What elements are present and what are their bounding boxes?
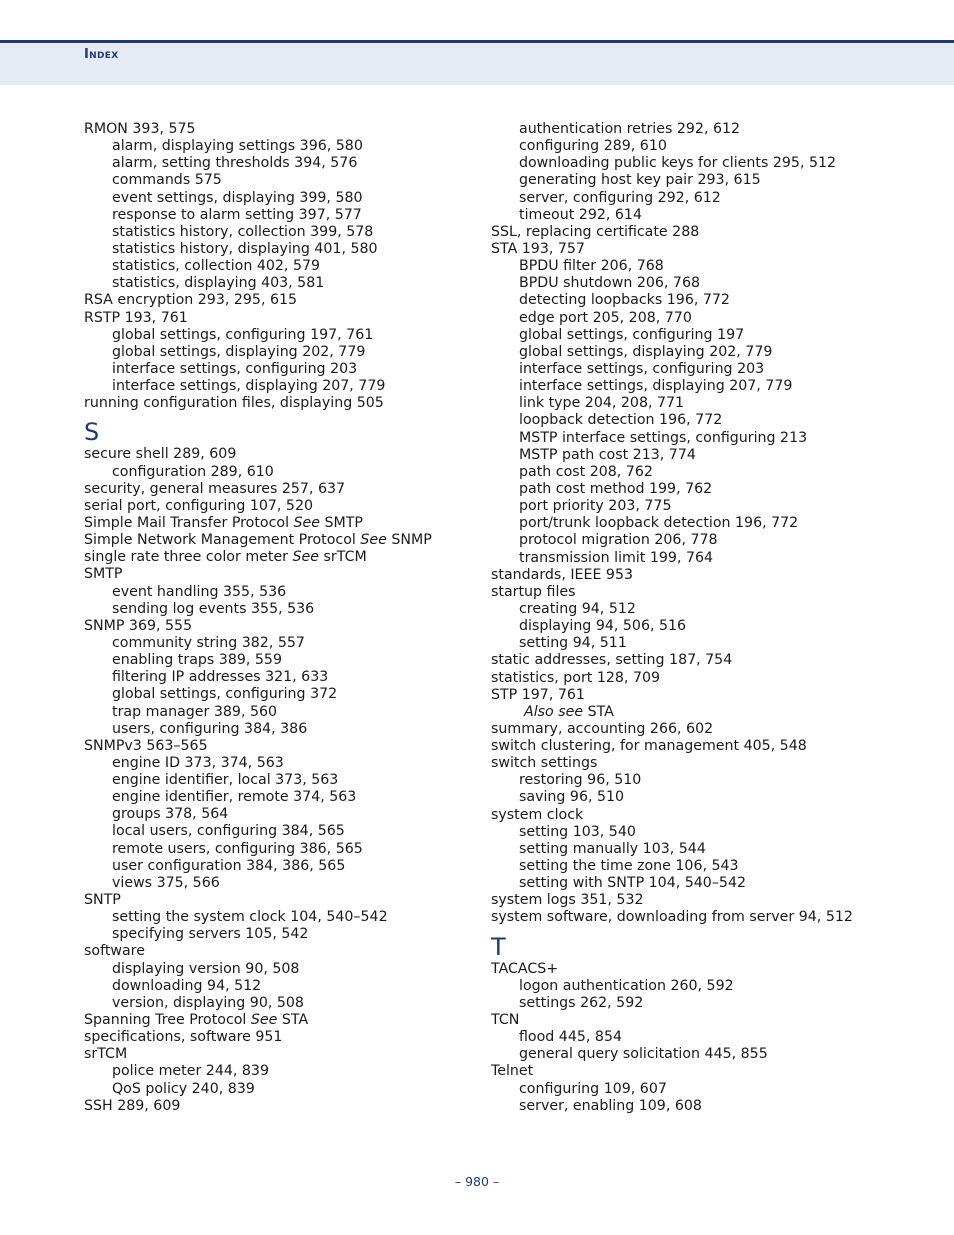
entry-text: SNTP [84,892,121,909]
page-number: – 980 – [454,1174,500,1189]
index-subentry [84,464,484,481]
entry-text: path cost method 199, 762 [519,480,713,497]
entry-text: sending log events 355, 536 [112,600,315,617]
index-letter-heading: T [491,932,506,961]
see-reference-label: Also see [524,703,584,720]
index-subentry [84,926,484,943]
entry-text: summary, accounting 266, 602 [491,720,714,737]
entry-text: police meter 244, 839 [112,1063,269,1080]
index-entry [491,241,891,258]
index-subentry [84,978,484,995]
index-entry [491,567,891,584]
index-subentry [491,841,891,858]
index-subentry [491,1098,891,1115]
entry-text: TCN [491,1012,520,1029]
index-entry [84,1029,484,1046]
entry-text: path cost 208, 762 [519,463,653,480]
entry-text: running configuration files, displaying 505 [84,395,384,412]
index-entry [84,481,484,498]
index-subentry [491,1046,891,1063]
index-subentry [491,207,891,224]
index-subentry [84,275,484,292]
index-subentry [84,652,484,669]
index-subentry [84,361,484,378]
entry-text: statistics history, collection 399, 578 [112,223,374,240]
index-entry [84,1098,484,1115]
entry-text: security, general measures 257, 637 [84,480,346,497]
entry-text: Spanning Tree Protocol [84,1012,247,1029]
entry-text: serial port, configuring 107, 520 [84,497,314,514]
see-reference-label: See [360,532,387,549]
index-subentry [84,172,484,189]
see-reference-label: See [292,549,319,566]
entry-text: configuring 289, 610 [519,138,667,155]
entry-text: trap manager 389, 560 [112,703,278,720]
index-subentry [491,138,891,155]
entry-text: timeout 292, 614 [519,206,642,223]
entry-text: Simple Network Management Protocol [84,532,356,549]
index-subentry [491,515,891,532]
index-entry [491,584,891,601]
index-subentry [84,858,484,875]
index-subentry [491,121,891,138]
index-subentry [84,344,484,361]
see-reference-label: See [250,1012,278,1029]
index-subentry [84,258,484,275]
entry-text: interface settings, displaying 207, 779 [112,378,386,395]
index-subentry [84,823,484,840]
entry-text: RSTP 193, 761 [84,309,188,326]
entry-text: RMON 393, 575 [84,121,196,137]
index-subentry [491,430,891,447]
index-subentry [491,310,891,327]
entry-text: setting the system clock 104, 540–542 [112,909,388,926]
index-subentry [84,190,484,207]
entry-text: creating 94, 512 [519,600,636,617]
index-subentry [84,378,484,395]
entry-text: server, configuring 292, 612 [519,189,721,206]
index-entry [491,652,891,669]
index-entry [84,310,484,327]
index-subentry [84,961,484,978]
index-entry [491,670,891,687]
index-subentry [84,635,484,652]
index-entry [84,292,484,309]
index-entry [491,755,891,772]
see-reference-target: SNMP [391,532,432,549]
entry-text: interface settings, displaying 207, 779 [519,378,793,395]
index-entry [84,446,484,463]
entry-text: specifying servers 105, 542 [112,926,309,943]
see-reference-target: SMTP [324,514,363,531]
entry-text: switch clustering, for management 405, 548 [491,738,807,755]
index-subentry [491,395,891,412]
entry-text: server, enabling 109, 608 [519,1097,702,1114]
entry-text: users, configuring 384, 386 [112,720,308,737]
index-column-right [491,121,891,1115]
entry-text: BPDU filter 206, 768 [519,258,664,275]
index-subentry [491,978,891,995]
index-subentry [84,224,484,241]
index-subentry [491,344,891,361]
entry-text: transmission limit 199, 764 [519,549,714,566]
index-subentry [491,275,891,292]
entry-text: global settings, configuring 197 [519,326,745,343]
index-subentry [491,292,891,309]
entry-text: port/trunk loopback detection 196, 772 [519,515,799,532]
index-entry [491,721,891,738]
entry-text: community string 382, 557 [112,634,305,651]
header-band [0,43,954,85]
entry-text: setting manually 103, 544 [519,840,706,857]
see-reference-target: STA [587,703,614,720]
index-subentry [84,772,484,789]
index-subentry [491,635,891,652]
entry-text: system logs 351, 532 [491,892,644,909]
entry-text: RSA encryption 293, 295, 615 [84,292,298,309]
entry-text: interface settings, configuring 203 [112,360,358,377]
entry-text: SNMP 369, 555 [84,617,193,634]
entry-text: commands 575 [112,172,222,189]
index-subentry [491,532,891,549]
index-subentry [491,258,891,275]
entry-text: global settings, configuring 197, 761 [112,326,374,343]
index-subentry [491,155,891,172]
entry-text: global settings, configuring 372 [112,686,338,703]
index-letter-heading: S [84,418,100,447]
index-subentry [84,789,484,806]
entry-text: link type 204, 208, 771 [519,395,685,412]
index-subentry [491,378,891,395]
index-subentry [84,138,484,155]
index-subentry [491,858,891,875]
entry-text: event settings, displaying 399, 580 [112,189,363,206]
entry-text: system software, downloading from server 94, 512 [491,909,853,926]
entry-text: system clock [491,806,584,823]
entry-text: authentication retries 292, 612 [519,121,741,137]
index-subentry [84,704,484,721]
entry-text: QoS policy 240, 839 [112,1080,255,1097]
entry-text: edge port 205, 208, 770 [519,309,692,326]
page-title: Index [84,47,119,62]
entry-text: BPDU shutdown 206, 768 [519,275,701,292]
entry-text: SNMPv3 563–565 [84,737,208,754]
entry-text: loopback detection 196, 772 [519,412,723,429]
index-entry [84,549,484,566]
entry-text: displaying version 90, 508 [112,960,300,977]
index-subentry [491,995,891,1012]
index-subentry [84,686,484,703]
index-subentry [84,327,484,344]
entry-text: generating host key pair 293, 615 [519,172,761,189]
entry-text: alarm, displaying settings 396, 580 [112,138,363,155]
entry-text: response to alarm setting 397, 577 [112,206,362,223]
entry-text: single rate three color meter [84,549,289,566]
index-subentry [491,412,891,429]
index-subentry [84,1081,484,1098]
index-subentry [84,584,484,601]
index-subentry [491,601,891,618]
entry-text: srTCM [84,1046,128,1063]
index-subentry [84,155,484,172]
entry-text: views 375, 566 [112,874,220,891]
entry-text: engine identifier, remote 374, 563 [112,789,357,806]
index-subentry [84,669,484,686]
entry-text: downloading public keys for clients 295, 512 [519,155,837,172]
entry-text: restoring 96, 510 [519,772,642,789]
index-subentry [84,241,484,258]
entry-text: SMTP [84,566,123,583]
see-reference-label: See [293,514,320,531]
entry-text: Simple Mail Transfer Protocol [84,514,290,531]
index-subentry [491,789,891,806]
index-subentry [491,172,891,189]
entry-text: global settings, displaying 202, 779 [112,343,366,360]
entry-text: statistics, collection 402, 579 [112,258,321,275]
entry-text: global settings, displaying 202, 779 [519,343,773,360]
entry-text: SSH 289, 609 [84,1097,181,1114]
index-entry [491,807,891,824]
index-subentry [84,995,484,1012]
index-column-left [84,121,484,1115]
index-subentry [491,447,891,464]
index-entry [491,909,891,926]
index-subentry [491,824,891,841]
index-entry [491,961,891,978]
index-entry [84,1012,484,1029]
index-entry [84,515,484,532]
entry-text: SSL, replacing certificate 288 [491,223,700,240]
entry-text: event handling 355, 536 [112,583,287,600]
entry-text: TACACS+ [491,960,559,977]
entry-text: MSTP path cost 213, 774 [519,446,696,463]
see-reference-target: srTCM [323,549,367,566]
entry-text: software [84,943,145,960]
entry-text: interface settings, configuring 203 [519,360,765,377]
index-subentry [84,721,484,738]
index-subentry [491,481,891,498]
index-subentry [491,1029,891,1046]
index-subentry [84,601,484,618]
entry-text: enabling traps 389, 559 [112,652,282,669]
entry-text: setting 94, 511 [519,635,627,652]
entry-text: setting with SNTP 104, 540–542 [519,875,747,892]
see-reference-target: STA [281,1012,309,1029]
entry-text: STA 193, 757 [491,240,585,257]
entry-text: statistics history, displaying 401, 580 [112,240,378,257]
index-subentry [84,909,484,926]
entry-text: protocol migration 206, 778 [519,532,718,549]
entry-text: logon authentication 260, 592 [519,977,734,994]
index-subentry [491,498,891,515]
index-subentry [84,806,484,823]
entry-text: remote users, configuring 386, 565 [112,840,363,857]
index-subentry [84,755,484,772]
index-entry [491,1012,891,1029]
index-entry [84,532,484,549]
index-entry [491,687,891,704]
entry-text: switch settings [491,755,598,772]
entry-text: local users, configuring 384, 565 [112,823,345,840]
index-entry [84,943,484,960]
entry-text: port priority 203, 775 [519,498,672,515]
index-subentry [84,207,484,224]
entry-text: groups 378, 564 [112,806,229,823]
entry-text: statistics, displaying 403, 581 [112,275,325,292]
entry-text: standards, IEEE 953 [491,566,634,583]
index-subentry [491,464,891,481]
entry-text: STP 197, 761 [491,686,585,703]
entry-text: engine identifier, local 373, 563 [112,772,339,789]
entry-text: statistics, port 128, 709 [491,669,661,686]
entry-text: configuring 109, 607 [519,1080,667,1097]
index-subentry [491,704,891,721]
index-subentry [491,875,891,892]
entry-text: detecting loopbacks 196, 772 [519,292,730,309]
index-subentry [491,1081,891,1098]
index-entry [491,892,891,909]
index-subentry [491,772,891,789]
index-entry [84,121,484,138]
index-entry [84,892,484,909]
index-entry [84,738,484,755]
index-entry [84,1046,484,1063]
entry-text: filtering IP addresses 321, 633 [112,669,329,686]
entry-text: setting the time zone 106, 543 [519,858,739,875]
index-subentry [84,875,484,892]
entry-text: settings 262, 592 [519,994,644,1011]
index-subentry [491,190,891,207]
entry-text: general query solicitation 445, 855 [519,1046,768,1063]
index-subentry [491,327,891,344]
index-entry [84,498,484,515]
index-entry [84,618,484,635]
index-entry [84,566,484,583]
index-subentry [491,550,891,567]
index-entry [491,1063,891,1080]
entry-text: version, displaying 90, 508 [112,994,304,1011]
index-subentry [84,1063,484,1080]
entry-text: specifications, software 951 [84,1029,283,1046]
index-subentry [491,618,891,635]
entry-text: configuration 289, 610 [112,463,274,480]
index-subentry [84,841,484,858]
entry-text: engine ID 373, 374, 563 [112,754,284,771]
index-entry [491,738,891,755]
index-subentry [491,361,891,378]
index-entry [491,224,891,241]
entry-text: setting 103, 540 [519,823,636,840]
entry-text: downloading 94, 512 [112,977,262,994]
entry-text: startup files [491,583,576,600]
entry-text: saving 96, 510 [519,789,625,806]
entry-text: secure shell 289, 609 [84,446,237,463]
entry-text: user configuration 384, 386, 565 [112,857,346,874]
entry-text: alarm, setting thresholds 394, 576 [112,155,358,172]
entry-text: MSTP interface settings, configuring 213 [519,429,808,446]
index-entry [84,395,484,412]
entry-text: Telnet [491,1063,534,1080]
entry-text: flood 445, 854 [519,1029,622,1046]
entry-text: static addresses, setting 187, 754 [491,652,733,669]
entry-text: displaying 94, 506, 516 [519,618,687,635]
